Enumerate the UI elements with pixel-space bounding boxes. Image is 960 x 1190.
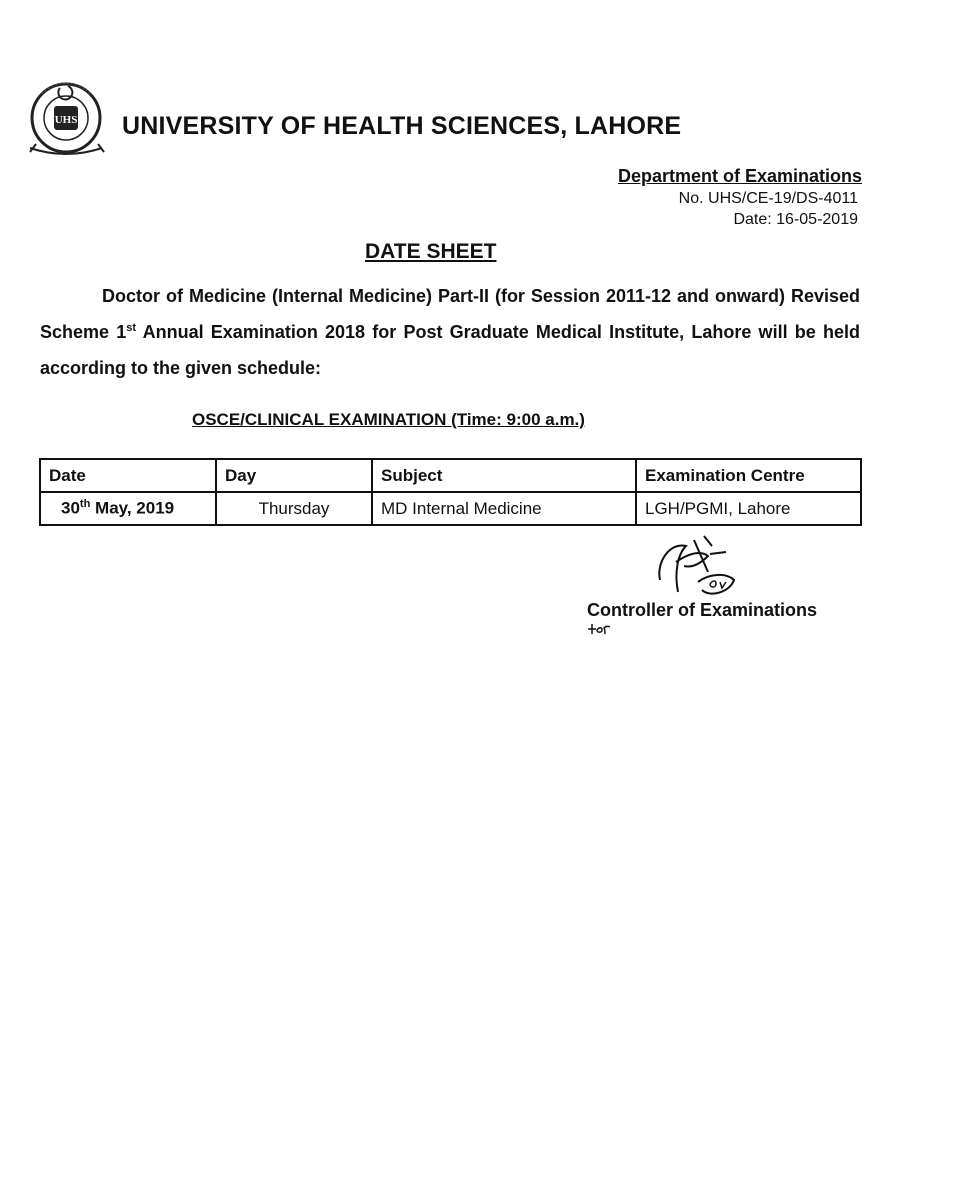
- header-subject: Subject: [372, 459, 636, 492]
- department-name: Department of Examinations: [617, 166, 862, 186]
- handwritten-mark-icon: [586, 621, 612, 635]
- intro-text-part2: Annual Examination 2018 for Post Graduate Medical Institute, Lahore will be held according to the given schedule:: [40, 322, 860, 378]
- handwritten-signature-icon: [648, 532, 748, 604]
- table-row: [40, 492, 861, 525]
- date-suffix: th: [79, 498, 91, 511]
- intro-ordinal: st: [126, 322, 137, 334]
- intro-paragraph: [40, 278, 860, 386]
- signoff-title: Controller of Examinations: [587, 600, 818, 620]
- reference-number: No. UHS/CE-19/DS-4011: [678, 190, 858, 207]
- header-day: Day: [216, 459, 372, 492]
- cell-subject: MD Internal Medicine: [372, 492, 636, 525]
- university-name: UNIVERSITY OF HEALTH SCIENCES, LAHORE: [122, 112, 682, 140]
- university-seal-icon: [22, 78, 112, 164]
- cell-date: [40, 492, 216, 525]
- schedule-table: [39, 458, 862, 526]
- header-centre: Examination Centre: [636, 459, 861, 492]
- page-title: DATE SHEET: [365, 240, 497, 263]
- cell-day: Thursday: [216, 492, 372, 525]
- intro-text-part1: Doctor of Medicine (Internal Medicine) Part-II (for Session 2011-12 and onward) Revised Scheme 1: [40, 286, 860, 342]
- header-date: Date: [40, 459, 216, 492]
- date-day: 30: [61, 498, 80, 518]
- cell-centre: LGH/PGMI, Lahore: [636, 492, 861, 525]
- issue-date: Date: 16-05-2019: [733, 211, 858, 228]
- table-header-row: [40, 459, 861, 492]
- date-rest: May, 2019: [90, 498, 175, 518]
- seal-monogram: UHS: [54, 114, 78, 126]
- section-heading: OSCE/CLINICAL EXAMINATION (Time: 9:00 a.m.): [192, 410, 585, 429]
